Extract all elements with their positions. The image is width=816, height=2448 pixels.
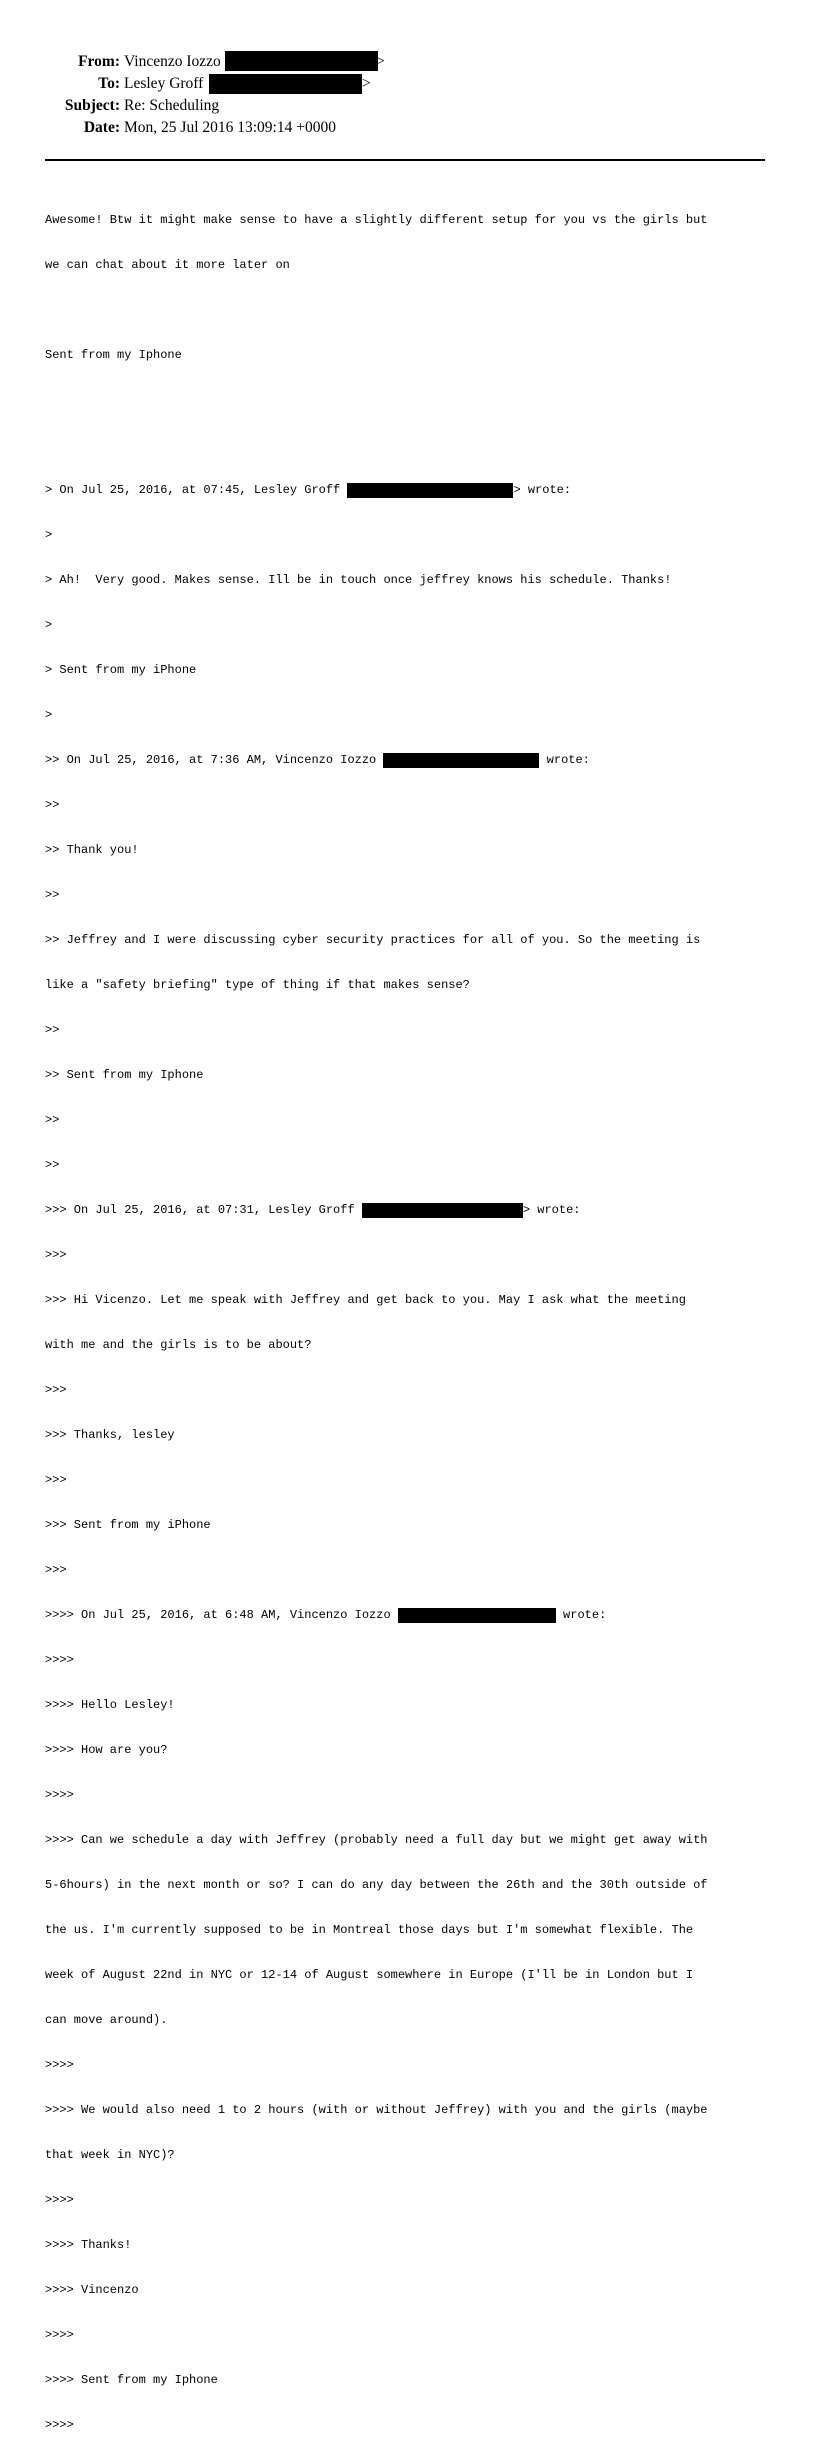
redaction-bar: [398, 1608, 556, 1623]
quote-header-line: [45, 1608, 775, 1623]
body-line: >> Sent from my Iphone: [45, 1068, 204, 1082]
body-line: >>>>: [45, 1788, 74, 1802]
body-line: >>>> We would also need 1 to 2 hours (with or without Jeffrey) with you and the girls (maybe: [45, 2103, 708, 2117]
body-line: >>: [45, 1158, 60, 1172]
subject-value: Re: Scheduling: [124, 97, 220, 114]
body-line: >>>>: [45, 2418, 74, 2432]
body-line: >>>> Thanks!: [45, 2238, 132, 2252]
body-line: the us. I'm currently supposed to be in Montreal those days but I'm somewhat flexible. The: [45, 1923, 694, 1937]
body-line: >>>> Vincenzo: [45, 2283, 139, 2297]
body-line: >>> Sent from my iPhone: [45, 1518, 211, 1532]
subject-label: Subject:: [64, 97, 120, 114]
redaction-bar: [362, 1203, 523, 1218]
body-line: can move around).: [45, 2013, 168, 2027]
quote-header-text: > On Jul 25, 2016, at 07:45, Lesley Groff: [45, 483, 348, 497]
body-line: >> Thank you!: [45, 843, 139, 857]
from-value: Vincenzo Iozzo: [124, 53, 221, 70]
body-line: >>>: [45, 1473, 67, 1487]
quote-header-text: >>> On Jul 25, 2016, at 07:31, Lesley Groff: [45, 1203, 362, 1217]
body-line: [45, 303, 775, 318]
body-line: >>: [45, 888, 60, 902]
body-line: >>>>: [45, 2193, 74, 2207]
body-line: >>>> Sent from my Iphone: [45, 2373, 218, 2387]
body-line: >>>>: [45, 2058, 74, 2072]
body-line: >>>: [45, 1563, 67, 1577]
body-line: [45, 393, 775, 408]
body-line: >> Jeffrey and I were discussing cyber security practices for all of you. So the meeting is: [45, 933, 701, 947]
quote-header-text: >>>> On Jul 25, 2016, at 6:48 AM, Vincenzo Iozzo: [45, 1608, 398, 1622]
body-line: we can chat about it more later on: [45, 258, 290, 272]
wrote-tail: > wrote:: [522, 1203, 581, 1217]
redaction-bar: [225, 51, 378, 71]
body-line: week of August 22nd in NYC or 12-14 of August somewhere in Europe (I'll be in London but I: [45, 1968, 694, 1982]
to-value: Lesley Groff: [124, 75, 204, 92]
date-value: Mon, 25 Jul 2016 13:09:14 +0000: [124, 119, 336, 136]
body-line: >>>> How are you?: [45, 1743, 168, 1757]
from-tail: >: [376, 53, 385, 70]
wrote-tail: > wrote:: [513, 483, 572, 497]
wrote-tail: wrote:: [555, 1608, 607, 1622]
body-line: with me and the girls is to be about?: [45, 1338, 312, 1352]
body-line: Awesome! Btw it might make sense to have a slightly different setup for you vs the girls but: [45, 213, 708, 227]
quote-header-line: [45, 753, 775, 768]
to-label: To:: [98, 75, 120, 92]
redaction-bar: [383, 753, 539, 768]
body-line: >: [45, 618, 53, 632]
body-line: >>>: [45, 1383, 67, 1397]
body-line: that week in NYC)?: [45, 2148, 175, 2162]
body-line: >>> Thanks, lesley: [45, 1428, 175, 1442]
body-line: >: [45, 528, 53, 542]
body-line: > Sent from my iPhone: [45, 663, 197, 677]
email-body: [45, 183, 775, 2448]
quote-header-line: [45, 1203, 775, 1218]
body-line: >>> Hi Vicenzo. Let me speak with Jeffrey and get back to you. May I ask what the meeting: [45, 1293, 686, 1307]
redaction-bar: [209, 74, 362, 94]
body-line: >>: [45, 1023, 60, 1037]
body-line: [45, 438, 775, 453]
body-line: Sent from my Iphone: [45, 348, 182, 362]
redaction-bar: [347, 483, 513, 498]
body-line: >>>>: [45, 1653, 74, 1667]
body-line: >>>> Can we schedule a day with Jeffrey (probably need a full day but we might get away with: [45, 1833, 708, 1847]
to-tail: >: [362, 75, 371, 92]
body-line: > Ah! Very good. Makes sense. Ill be in touch once jeffrey knows his schedule. Thanks!: [45, 573, 672, 587]
body-line: >: [45, 708, 53, 722]
body-line: >>>> Hello Lesley!: [45, 1698, 175, 1712]
body-line: >>: [45, 798, 60, 812]
date-label: Date:: [83, 119, 120, 136]
body-line: >>>: [45, 1248, 67, 1262]
quote-header-text: >> On Jul 25, 2016, at 7:36 AM, Vincenzo Iozzo: [45, 753, 384, 767]
body-line: like a "safety briefing" type of thing if that makes sense?: [45, 978, 470, 992]
body-line: 5-6hours) in the next month or so? I can do any day between the 26th and the 30th outside of: [45, 1878, 708, 1892]
body-line: >>>>: [45, 2328, 74, 2342]
quote-header-line: [45, 483, 775, 498]
body-line: >>: [45, 1113, 60, 1127]
from-label: From:: [78, 53, 120, 70]
header-divider: [45, 159, 765, 161]
wrote-tail: wrote:: [539, 753, 590, 767]
